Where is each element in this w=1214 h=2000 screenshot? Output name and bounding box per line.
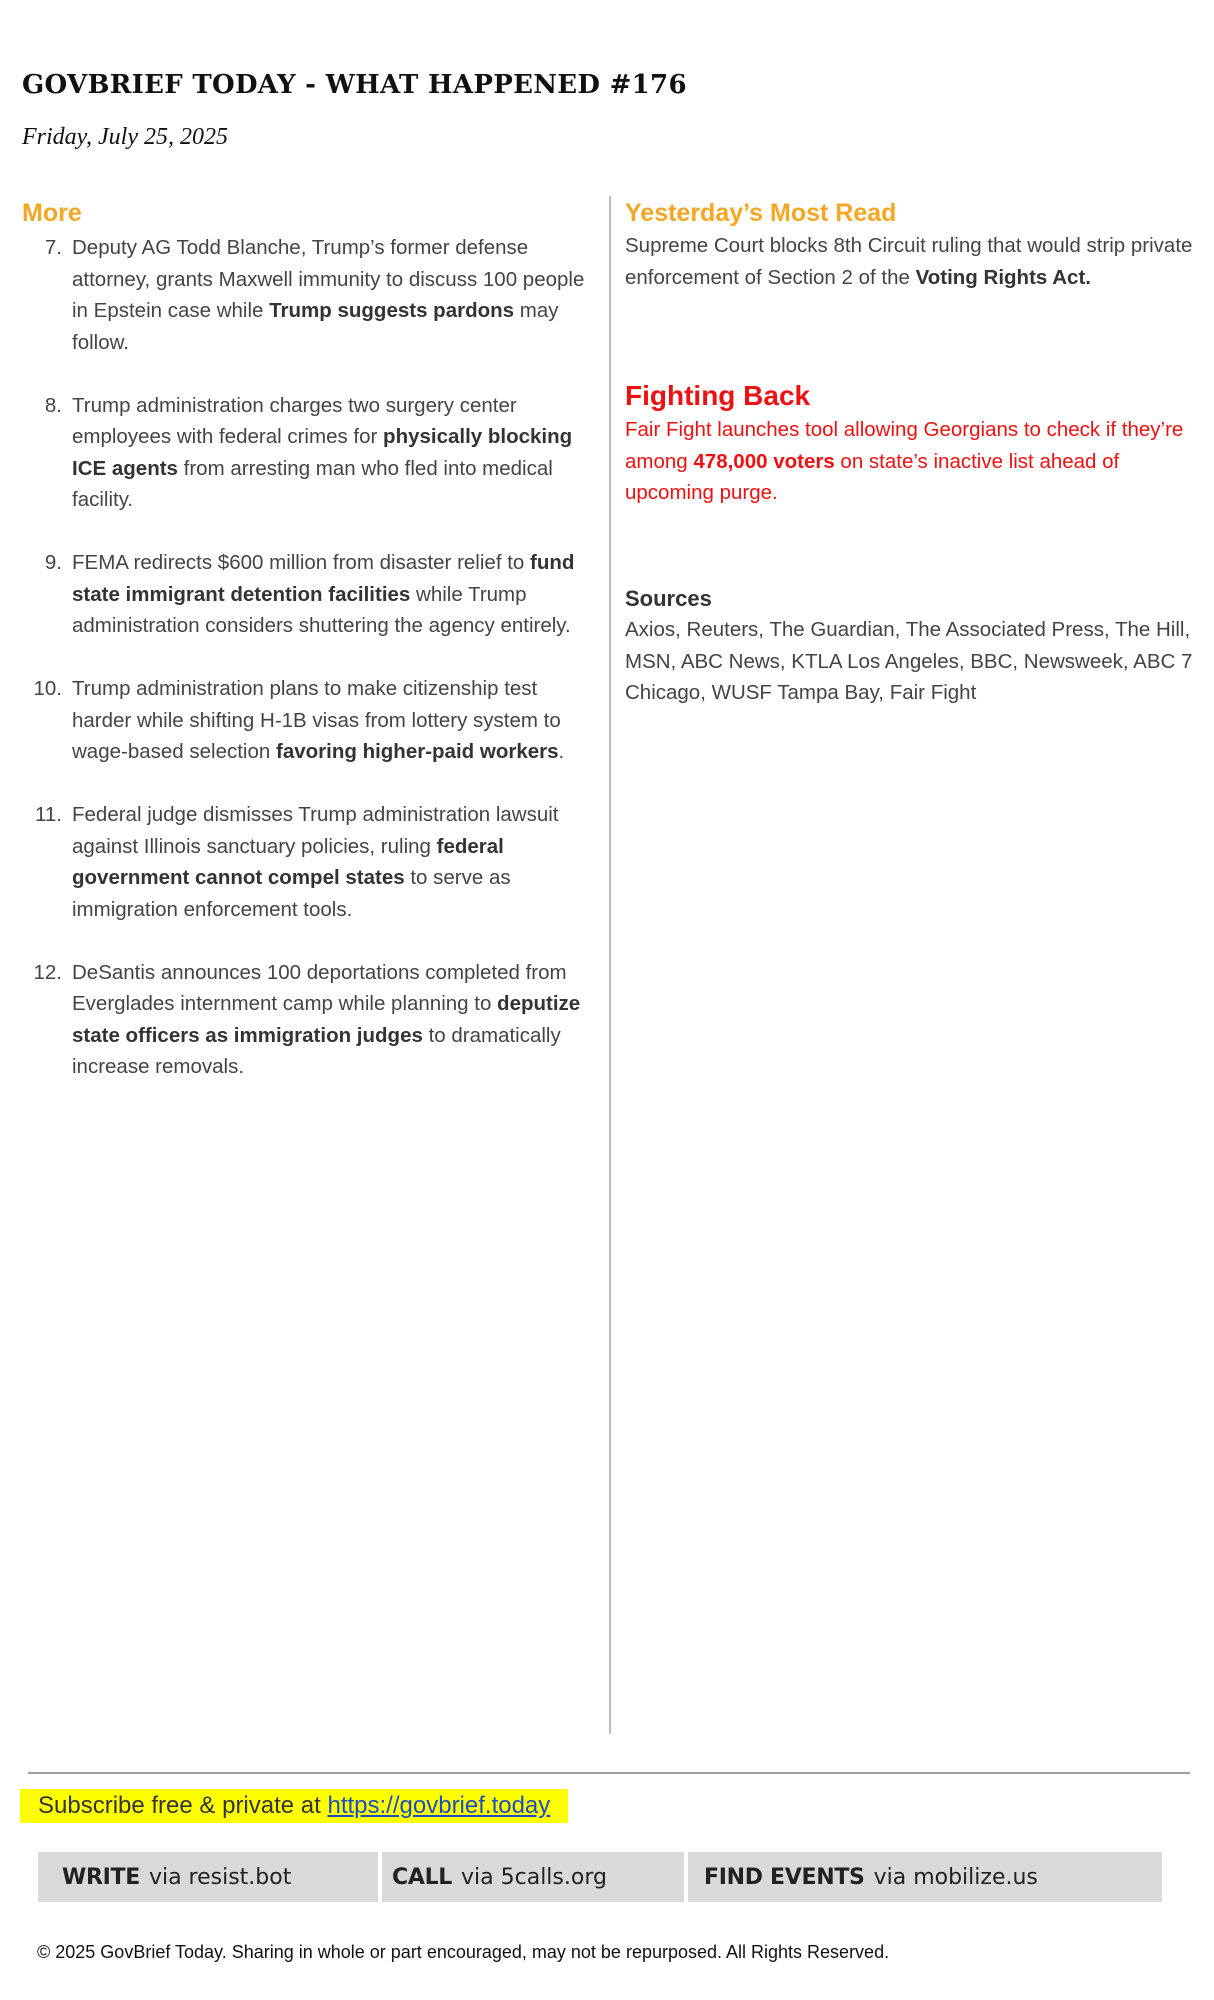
item-text: Deputy AG Todd Blanche, Trump’s former defense attorney, grants Maxwell immunity to discuss 100 people in Epstein case while Trump suggests pardons may follow. [72,236,585,354]
sources-text: Axios, Reuters, The Guardian, The Associated Press, The Hill, MSN, ABC News, KTLA Los Angeles, BBC, Newsweek, ABC 7 Chicago, WUSF Tampa Bay, Fair Fight [625,618,1193,704]
item-number: 12. [33,960,62,984]
column-divider [609,196,611,1734]
sources-heading: Sources [625,586,712,611]
item-number: 9. [44,551,62,574]
more-heading: More [22,199,82,227]
list-item [22,673,597,768]
footer-divider [28,1772,1190,1774]
item-text: Trump administration plans to make citizenship test harder while shifting H-1B visas from lottery system to wage-based selection favoring higher-paid workers. [72,677,565,763]
call-verb: CALL [392,1864,453,1890]
item-text: Trump administration charges two surgery center employees with federal crimes for physically blocking ICE agents from arresting man who fled into medical facility. [72,393,573,511]
find-events-via: via mobilize.us [873,1864,1038,1890]
most-read-section [625,196,1205,293]
write-action[interactable] [38,1852,378,1902]
list-item [22,799,597,925]
item-number: 11. [35,803,62,826]
subscribe-label: Subscribe free & private at [38,1792,328,1819]
fighting-back-section [625,378,1185,509]
most-read-text: Supreme Court blocks 8th Circuit ruling that would strip private enforcement of Section 2 of the Voting Rights Act. [625,234,1193,289]
item-text: Federal judge dismisses Trump administration lawsuit against Illinois sanctuary policies, ruling federal government cannot compel states to serve as immigration enforcement tools. [72,803,559,921]
fighting-back-heading: Fighting Back [625,380,811,411]
find-events-verb: FIND EVENTS [704,1864,865,1890]
sources-section [625,584,1205,709]
action-bar [38,1852,1162,1902]
call-via: via 5calls.org [461,1864,607,1890]
write-verb: WRITE [62,1864,140,1890]
item-number: 10. [33,677,62,700]
call-action[interactable] [382,1852,684,1902]
find-events-action[interactable] [688,1852,1162,1902]
news-list [22,232,597,1083]
most-read-heading: Yesterday’s Most Read [625,199,897,227]
subscribe-banner [20,1789,568,1823]
item-text: FEMA redirects $600 million from disaster relief to fund state immigrant detention facilities while Trump administration considers shuttering the agency entirely. [72,551,575,637]
item-number: 8. [44,393,62,417]
list-item [22,390,597,516]
issue-date: Friday, July 25, 2025 [22,124,228,150]
list-item [22,547,597,642]
item-text: DeSantis announces 100 deportations completed from Everglades internment camp while planning to deputize state officers as immigration judges to dramatically increase removals. [72,960,581,1078]
write-via: via resist.bot [148,1864,292,1890]
newsletter-title: GOVBRIEF TODAY - WHAT HAPPENED #176 [22,70,687,100]
subscribe-link[interactable]: https://govbrief.today [327,1792,551,1819]
more-column [22,196,597,1114]
list-item [22,232,597,358]
list-item [22,957,597,1083]
copyright-notice: © 2025 GovBrief Today. Sharing in whole or part encouraged, may not be repurposed. All Rights Reserved. [37,1942,890,1962]
item-number: 7. [44,236,62,259]
fighting-back-text: Fair Fight launches tool allowing Georgians to check if they’re among 478,000 voters on state’s inactive list ahead of upcoming purge. [625,418,1184,504]
